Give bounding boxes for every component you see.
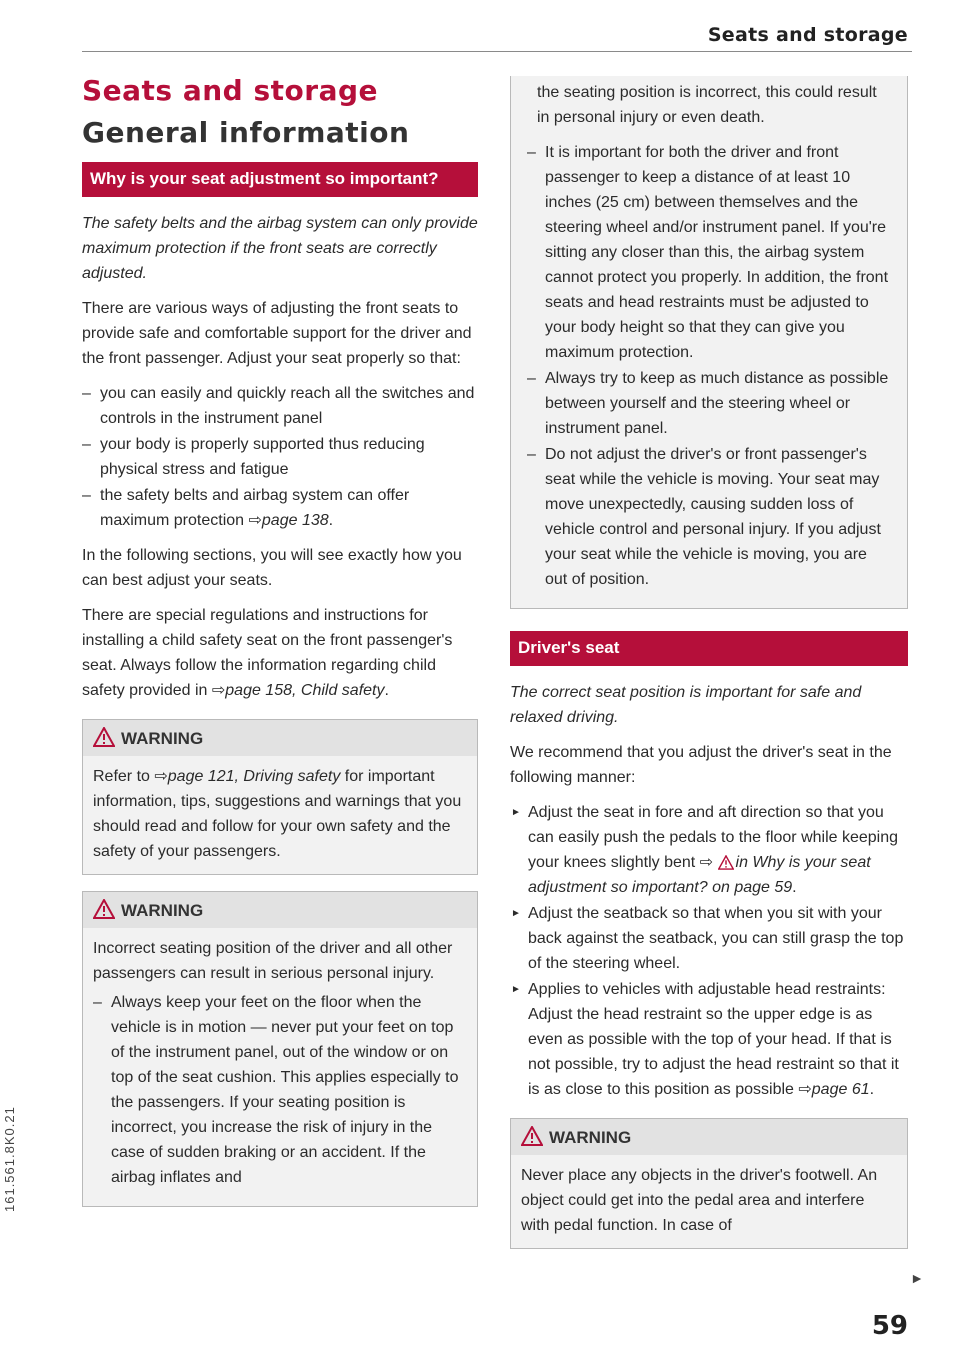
- warning-list: [527, 140, 893, 592]
- list-item: – Do not adjust the driver's or front passenger's seat while the vehicle is moving. Your seat may move unexpectedly, causing sudden loss of vehicle control and personal injury. If you adjust your seat while the vehicle is moving, you are out of position.: [527, 442, 893, 592]
- page-ref-arrow-icon: ⇨: [798, 1081, 812, 1098]
- page-ref-arrow-icon: ⇨: [699, 854, 714, 871]
- paragraph: [82, 603, 478, 703]
- warning-text-pre: Refer to: [93, 768, 150, 785]
- chapter-title: Seats and storage: [82, 74, 378, 107]
- punct: .: [869, 1081, 875, 1098]
- page-ref-arrow-icon: ⇨: [211, 682, 226, 699]
- list-item: – Always keep your feet on the floor when the vehicle is in motion — never put your feet on top of the instrument panel, out of the window or on top of the seat cushion. This applies especially to the passengers. If your seating position is incorrect, you increase the risk of injury in the case of sudden braking or an accident. If the airbag inflates and: [93, 990, 467, 1190]
- paragraph: We recommend that you adjust the driver's seat in the following manner:: [510, 744, 892, 786]
- warning-triangle-icon: [93, 727, 115, 747]
- page-ref-link[interactable]: page 138: [261, 512, 329, 529]
- warning-continued-text: the seating position is incorrect, this could result in personal injury or even death.: [537, 84, 877, 126]
- list-item: – Always try to keep as much distance as possible between yourself and the steering wheel or instrument panel.: [527, 366, 893, 441]
- right-column: [510, 76, 908, 1261]
- punct: .: [384, 682, 389, 699]
- intro-text: The correct seat position is important for safe and relaxed driving.: [510, 684, 862, 726]
- list-item-text: the safety belts and airbag system can offer maximum protection: [100, 487, 410, 529]
- intro-text: The safety belts and the airbag system can only provide maximum protection if the front seats are correctly adjusted.: [82, 215, 478, 282]
- warning-body: [83, 756, 477, 874]
- paragraph: There are various ways of adjusting the front seats to provide safe and comfortable support for the driver and the front passenger. Adjust your seat properly so that:: [82, 300, 472, 367]
- continue-arrow-icon: ►: [910, 1270, 924, 1286]
- warning-header: [83, 720, 477, 756]
- list-item: – you can easily and quickly reach all the switches and controls in the instrument panel: [82, 381, 478, 431]
- step-text: Applies to vehicles with adjustable head restraints: Adjust the head restraint so the upper edge is as even as possible with the top of your head. If that is not possible, try to adjust the head restraint so that it is as close to this position as possible: [528, 981, 899, 1098]
- header-rule: [82, 51, 912, 52]
- warning-header: [511, 1119, 907, 1155]
- steps-list: [510, 800, 908, 1102]
- step-item: ► Adjust the seatback so that when you sit with your back against the seatback, you can still grasp the top of the steering wheel.: [510, 901, 908, 976]
- warning-label: WARNING: [121, 901, 204, 920]
- running-head: Seats and storage: [707, 24, 908, 46]
- list-item: – your body is properly supported thus reducing physical stress and fatigue: [82, 432, 478, 482]
- step-item: [510, 800, 908, 900]
- warning-text-post: for important information, tips, suggestions and warnings that you should read and follow for your own safety and the safety of your passengers.: [93, 768, 462, 860]
- section-bar-drivers-seat: Driver's seat: [510, 631, 908, 666]
- warning-box: [82, 719, 478, 875]
- warning-label: WARNING: [549, 1128, 632, 1147]
- warning-header: [83, 892, 477, 928]
- warning-triangle-icon: [718, 855, 734, 870]
- section-title: General information: [82, 116, 410, 149]
- warning-box: [510, 1118, 908, 1249]
- list-item: [82, 483, 478, 533]
- left-column: [82, 74, 478, 1219]
- punct: .: [328, 512, 334, 529]
- warning-text: [93, 764, 467, 864]
- step-item: [510, 977, 908, 1102]
- page-ref-arrow-icon: ⇨: [248, 512, 262, 529]
- page-number: 59: [871, 1311, 908, 1341]
- step-text: Adjust the seat in fore and aft direction so that you can easily push the pedals to the floor while keeping your knees slightly bent: [528, 804, 899, 871]
- warning-body: [511, 1155, 907, 1248]
- warning-label: WARNING: [121, 729, 204, 748]
- page-ref-link[interactable]: page 158, Child safety: [225, 682, 385, 699]
- warning-text: Never place any objects in the driver's footwell. An object could get into the pedal area and interfere with pedal function. In case of: [521, 1167, 878, 1234]
- warning-body: [83, 928, 477, 1206]
- paragraph-text: There are special regulations and instructions for installing a child safety seat on the front passenger's seat. Always follow the information regarding child safety provided in: [82, 607, 453, 699]
- paragraph: In the following sections, you will see exactly how you can best adjust your seats.: [82, 547, 462, 589]
- page-ref-link[interactable]: page 121, Driving safety: [167, 768, 341, 785]
- page-ref-link[interactable]: in Why is your seat adjustment so important? on page 59: [528, 854, 871, 896]
- page-ref-arrow-icon: ⇨: [154, 768, 168, 785]
- warning-triangle-icon: [93, 899, 115, 919]
- warning-list: [93, 990, 467, 1190]
- punct: .: [792, 879, 797, 896]
- warning-box: [82, 891, 478, 1207]
- warning-continued-box: [510, 76, 908, 609]
- section-bar-seat-adjustment: Why is your seat adjustment so important?: [82, 162, 478, 197]
- document-code: 161.561.8K0.21: [2, 1106, 17, 1212]
- adjust-list: [82, 381, 478, 533]
- warning-text: Incorrect seating position of the driver and all other passengers can result in serious personal injury.: [93, 940, 453, 982]
- list-item: – It is important for both the driver and front passenger to keep a distance of at least 10 inches (25 cm) between themselves and the steering wheel and/or instrument panel. If you're sitting any closer than this, the airbag system cannot protect you properly. In addition, the front seats and head restraints must be adjusted to your body height so that they can give you maximum protection.: [527, 140, 893, 365]
- page-ref-link[interactable]: page 61: [811, 1081, 870, 1098]
- warning-triangle-icon: [521, 1126, 543, 1146]
